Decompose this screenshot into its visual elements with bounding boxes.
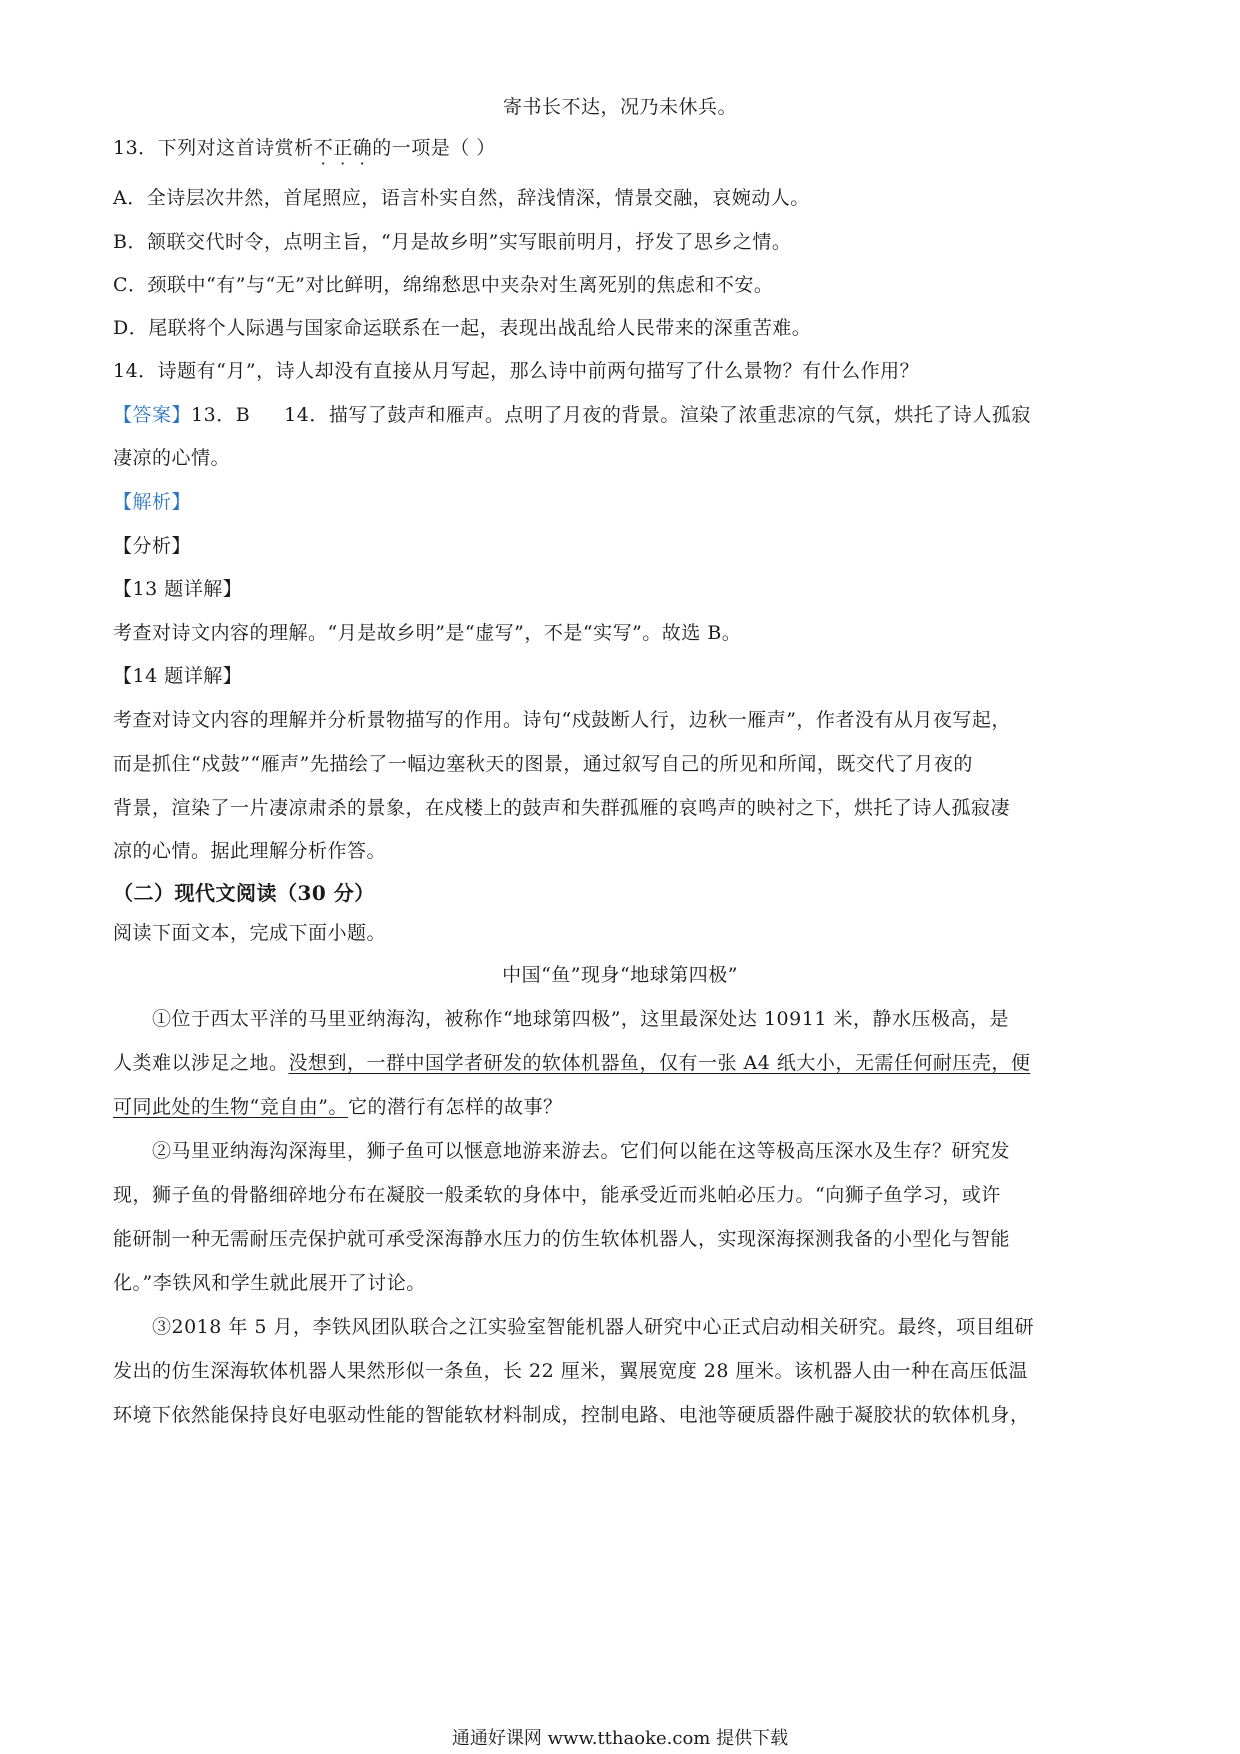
question-13 <box>113 133 496 160</box>
section-instruction: 阅读下面文本，完成下面小题。 <box>113 922 387 944</box>
option-d: D．尾联将个人际遇与国家命运联系在一起，表现出战乱给人民带来的深重苦难。 <box>113 317 812 339</box>
q13-emphasis-1: 不 <box>313 137 334 159</box>
option-c: C．颈联中“有”与“无”对比鲜明，绵绵愁思中夹杂对生离死别的焦虑和不安。 <box>113 274 774 296</box>
para3-line: ③2018 年 5 月，李铁风团队联合之江实验室智能机器人研究中心正式启动相关研究。最终，项目组研 <box>152 1316 1035 1338</box>
answer-line-1 <box>113 400 1031 427</box>
para1-line3 <box>113 1092 562 1119</box>
analysis-tag: 【解析】 <box>113 491 192 513</box>
para2-line: 能研制一种无需耐压壳保护就可承受深海静水压力的仿生软体机器人，实现深海探测我备的小型化与智能 <box>113 1228 1011 1250</box>
para1-line3-plain: 它的潜行有怎样的故事？ <box>347 1096 563 1118</box>
q13-emphasis-3: 确 <box>352 137 373 159</box>
answer-tag: 【答案】 <box>113 404 192 426</box>
para3-line: 环境下依然能保持良好电驱动性能的智能软材料制成，控制电路、电池等硬质器件融于凝胶状的软体机身， <box>113 1404 1030 1426</box>
detail-14-line: 凉的心情。据此理解分析作答。 <box>113 840 387 862</box>
poem-last-line: 寄书长不达，况乃未休兵。 <box>502 96 737 118</box>
answer-line-2: 凄凉的心情。 <box>113 447 231 469</box>
para1-underlined: 可同此处的生物“竞自由”。 <box>113 1096 348 1118</box>
q13-post: 的一项是（ ） <box>372 137 496 159</box>
para2-line: 化。”李铁风和学生就此展开了讨论。 <box>113 1272 426 1294</box>
para2-line: 现，狮子鱼的骨骼细碎地分布在凝胶一般柔软的身体中，能承受近而兆帕必压力。“向狮子鱼学习，或许 <box>113 1184 1001 1206</box>
para1-line1: ①位于西太平洋的马里亚纳海沟，被称作“地球第四极”，这里最深处达 10911 米，静水压极高，是 <box>152 1008 1009 1030</box>
detail-14-title: 【14 题详解】 <box>113 665 243 687</box>
q13-emphasis-2: 正 <box>333 137 353 159</box>
section-heading: （二）现代文阅读（30 分） <box>113 881 375 905</box>
article-title: 中国“鱼”现身“地球第四极” <box>502 964 738 986</box>
para1-underlined: 没想到，一群中国学者研发的软体机器鱼，仅有一张 A4 纸大小，无需任何耐压壳，便 <box>288 1052 1031 1074</box>
para1-line2-plain: 人类难以涉足之地。 <box>113 1052 289 1074</box>
page-footer: 通通好课网 www.tthaoke.com 提供下载 <box>451 1728 789 1749</box>
option-a: A．全诗层次井然，首尾照应，语言朴实自然，辞浅情深，情景交融，哀婉动人。 <box>113 187 810 209</box>
option-b: B．颔联交代时令，点明主旨，“月是故乡明”实写眼前明月，抒发了思乡之情。 <box>113 231 792 253</box>
fenxi-heading: 【分析】 <box>113 535 192 557</box>
para3-line: 发出的仿生深海软体机器人果然形似一条鱼，长 22 厘米，翼展宽度 28 厘米。该机器人由一种在高压低温 <box>113 1360 1029 1382</box>
detail-13-title: 【13 题详解】 <box>113 578 243 600</box>
detail-14-line: 背景，渲染了一片凄凉肃杀的景象，在戍楼上的鼓声和失群孤雁的哀鸣声的映衬之下，烘托了诗人孤寂凄 <box>113 797 1011 819</box>
detail-14-line: 而是抓住“戍鼓”“雁声”先描绘了一幅边塞秋天的图景，通过叙写自己的所见和所闻，既交代了月夜的 <box>113 753 973 775</box>
detail-14-line: 考查对诗文内容的理解并分析景物描写的作用。诗句“戍鼓断人行，边秋一雁声”，作者没有从月夜写起， <box>113 709 1011 731</box>
detail-13-text: 考查对诗文内容的理解。“月是故乡明”是“虚写”，不是“实写”。故选 B。 <box>113 622 742 644</box>
answer-14: 14．描写了鼓声和雁声。点明了月夜的背景。渲染了浓重悲凉的气氛，烘托了诗人孤寂 <box>284 404 1031 426</box>
answer-13: 13．B <box>191 404 251 426</box>
para2-line: ②马里亚纳海沟深海里，狮子鱼可以惬意地游来游去。它们何以能在这等极高压深水及生存？研究发 <box>152 1140 1011 1162</box>
question-14: 14．诗题有“月”，诗人却没有直接从月写起，那么诗中前两句描写了什么景物？有什么作用？ <box>113 360 920 382</box>
q13-pre: 13．下列对这首诗赏析 <box>113 137 314 159</box>
para1-line2 <box>113 1048 1030 1075</box>
